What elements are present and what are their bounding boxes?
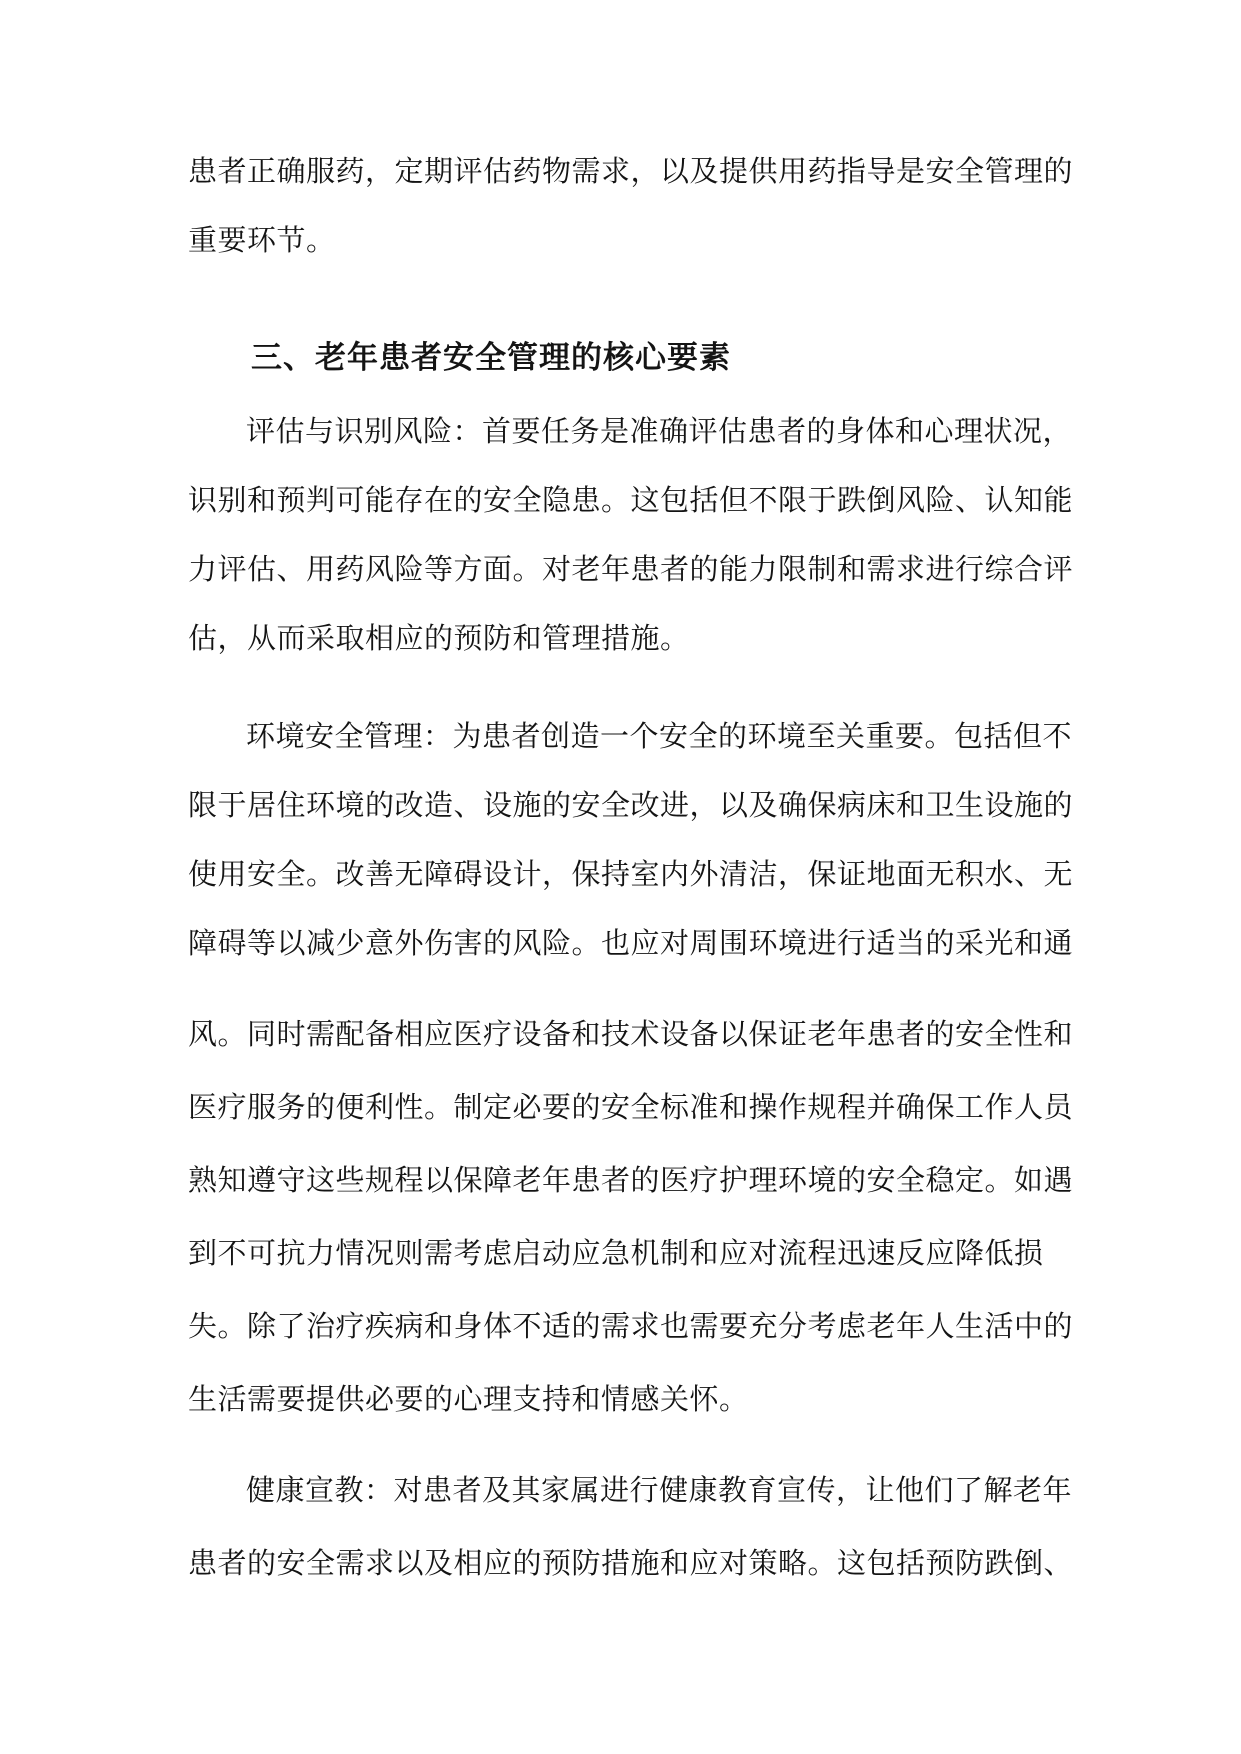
text-line: 识别和预判可能存在的安全隐患。这包括但不限于跌倒风险、认知能	[188, 483, 1074, 517]
text-line: 失。除了治疗疾病和身体不适的需求也需要充分考虑老年人生活中的	[188, 1309, 1074, 1343]
text-line: 健康宣教：对患者及其家属进行健康教育宣传，让他们了解老年	[246, 1473, 1073, 1507]
text-line: 限于居住环境的改造、设施的安全改进，以及确保病床和卫生设施的	[188, 788, 1074, 822]
text-line: 患者的安全需求以及相应的预防措施和应对策略。这包括预防跌倒、	[188, 1546, 1074, 1580]
text-line: 估，从而采取相应的预防和管理措施。	[188, 621, 690, 655]
text-line: 评估与识别风险：首要任务是准确评估患者的身体和心理状况，	[246, 414, 1073, 448]
section-heading: 三、老年患者安全管理的核心要素	[251, 340, 731, 376]
text-line: 障碍等以减少意外伤害的风险。也应对周围环境进行适当的采光和通	[188, 926, 1074, 960]
text-line: 熟知遵守这些规程以保障老年患者的医疗护理环境的安全稳定。如遇	[188, 1163, 1074, 1197]
text-line: 风。同时需配备相应医疗设备和技术设备以保证老年患者的安全性和	[188, 1017, 1074, 1051]
text-line: 力评估、用药风险等方面。对老年患者的能力限制和需求进行综合评	[188, 552, 1074, 586]
text-line: 环境安全管理：为患者创造一个安全的环境至关重要。包括但不	[246, 719, 1073, 753]
text-line: 医疗服务的便利性。制定必要的安全标准和操作规程并确保工作人员	[188, 1090, 1074, 1124]
text-line: 重要环节。	[188, 223, 336, 257]
text-line: 生活需要提供必要的心理支持和情感关怀。	[188, 1382, 749, 1416]
text-line: 使用安全。改善无障碍设计，保持室内外清洁，保证地面无积水、无	[188, 857, 1074, 891]
text-line: 到不可抗力情况则需考虑启动应急机制和应对流程迅速反应降低损	[188, 1236, 1044, 1270]
text-line: 患者正确服药，定期评估药物需求，以及提供用药指导是安全管理的	[188, 154, 1074, 188]
